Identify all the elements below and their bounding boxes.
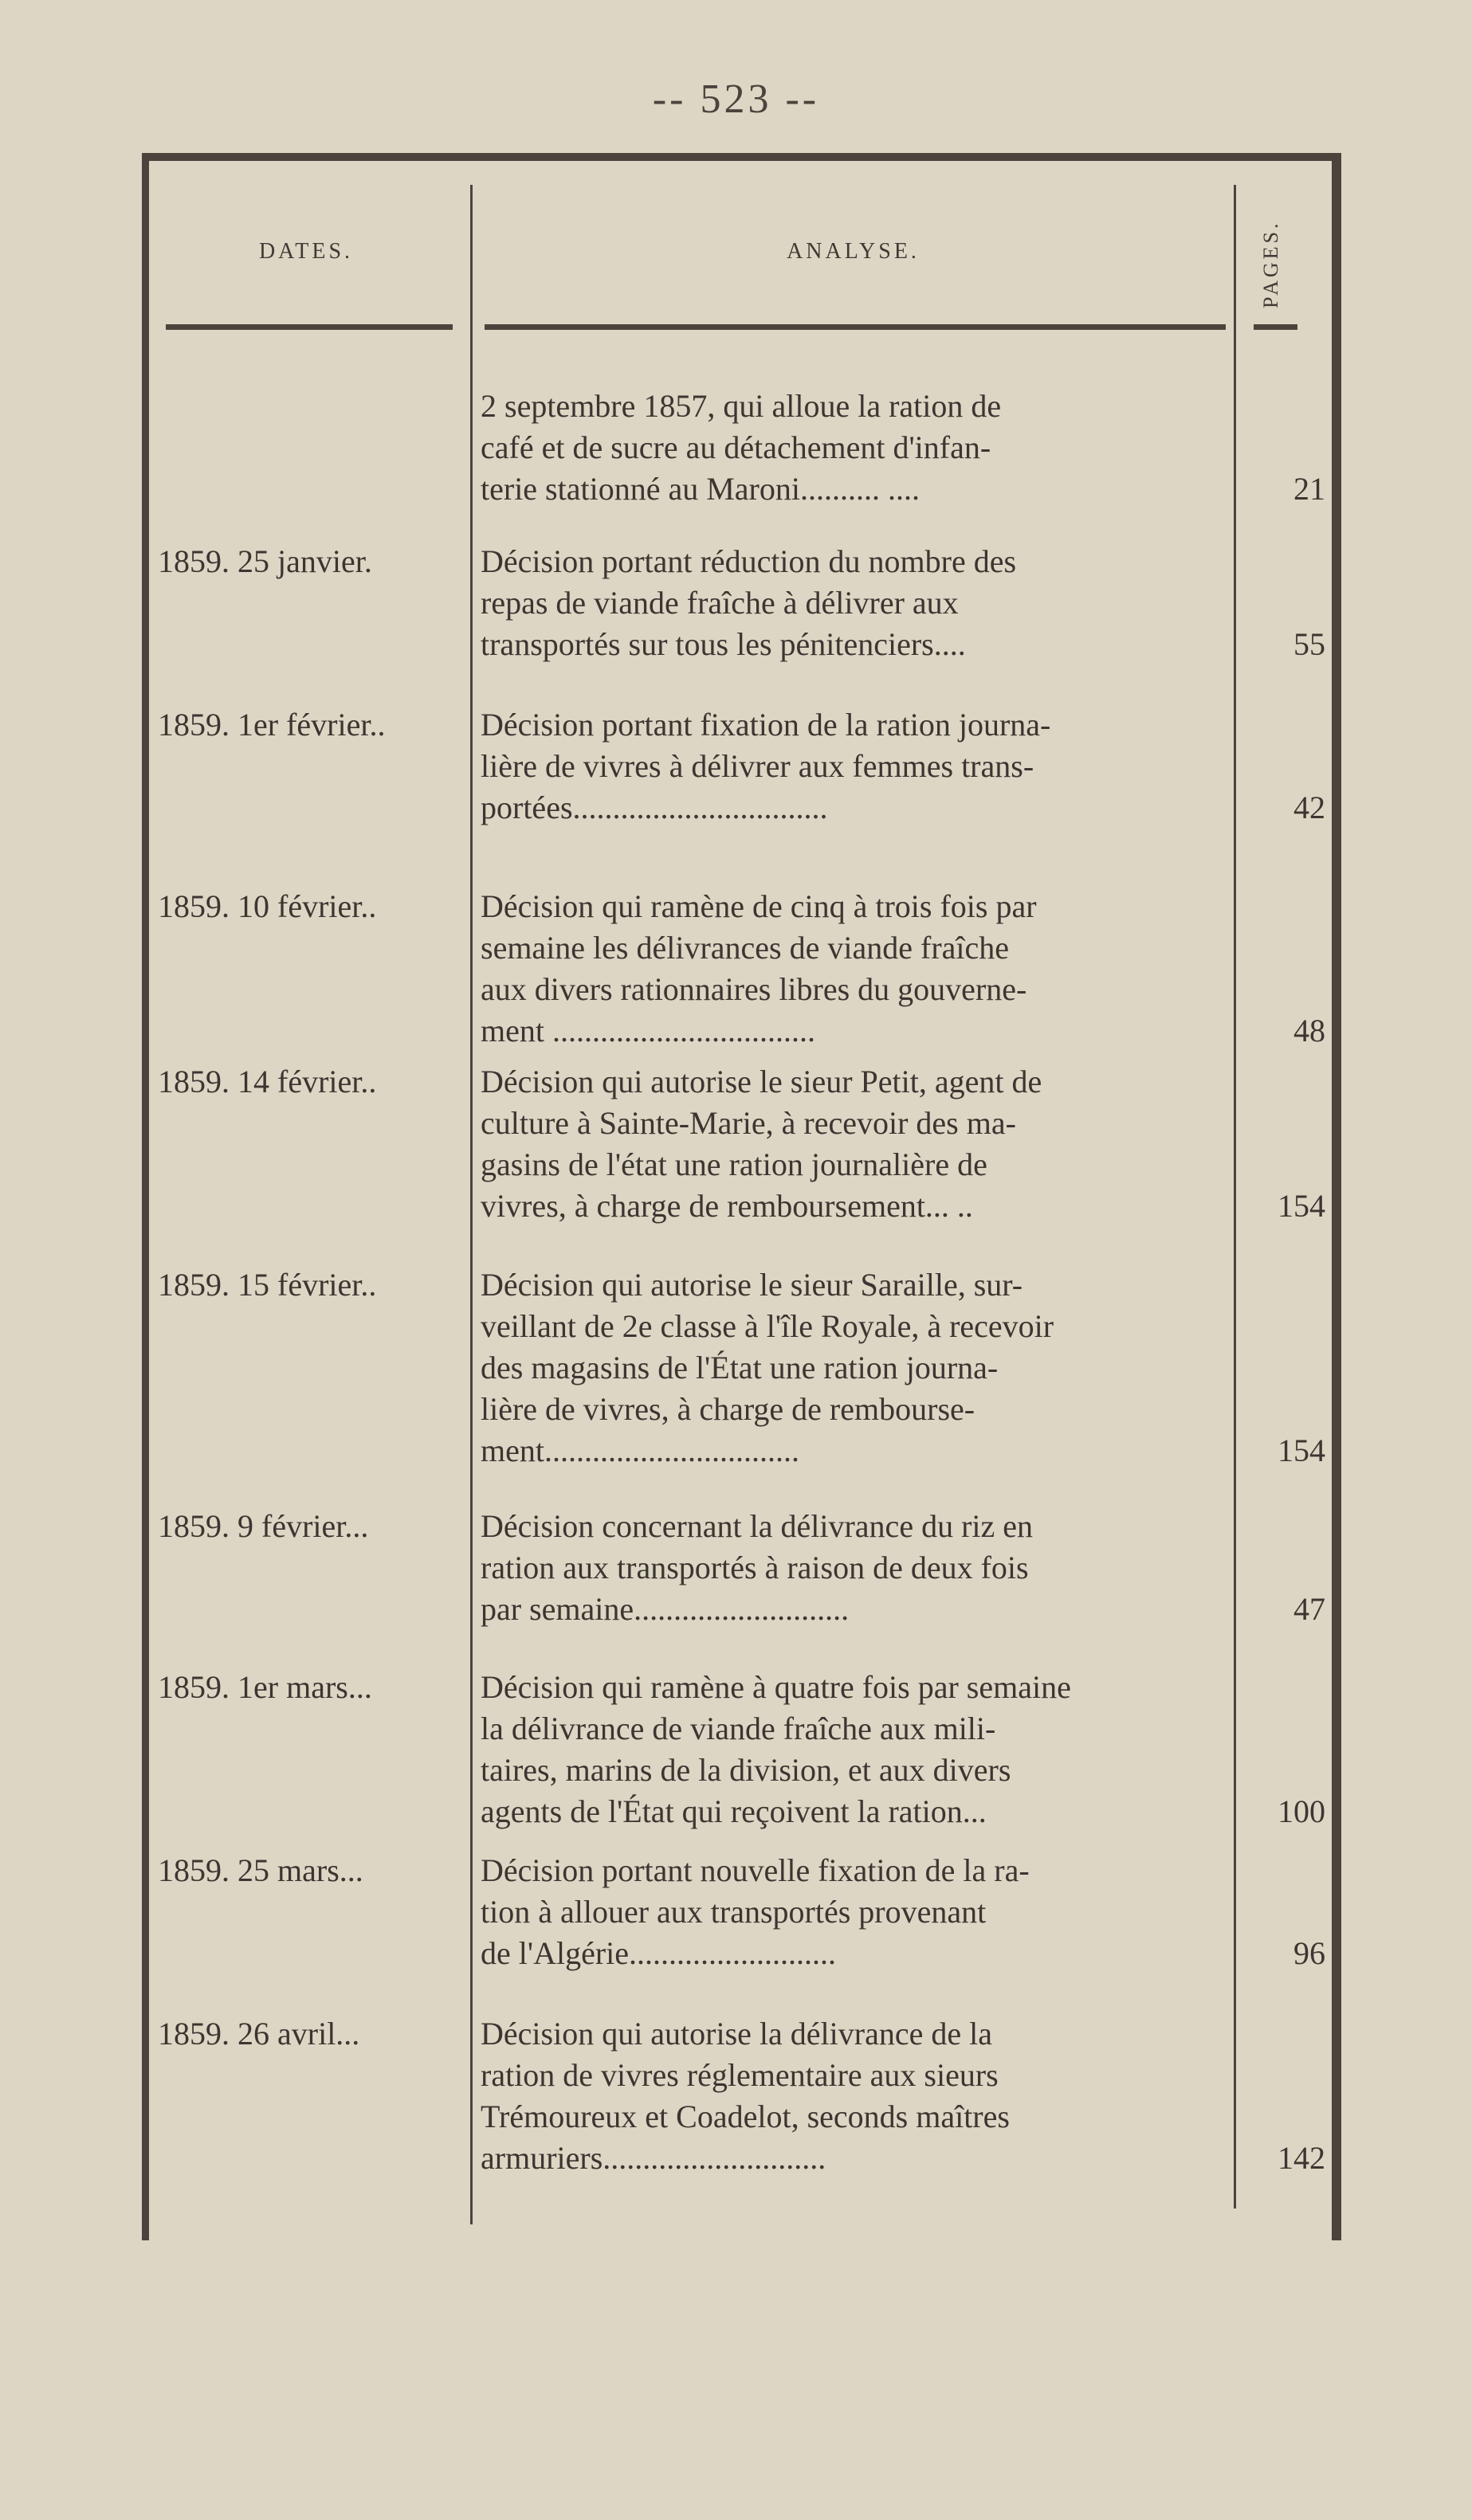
analysis-line: Décision portant réduction du nombre des bbox=[481, 543, 1017, 579]
analysis-line: gasins de l'état une ration journalière de bbox=[481, 1146, 987, 1182]
header-underline-dates bbox=[166, 324, 453, 330]
entry-page-ref: 42 bbox=[1293, 790, 1325, 825]
analysis-line: Trémoureux et Coadelot, seconds maîtres bbox=[481, 2099, 1010, 2134]
analysis-line: portées................................ bbox=[481, 790, 828, 825]
left-rule bbox=[142, 153, 149, 2240]
analysis-line: ration aux transportés à raison de deux fois bbox=[481, 1550, 1029, 1585]
right-rule bbox=[1332, 153, 1341, 2240]
analysis-line: la délivrance de viande fraîche aux mili- bbox=[481, 1711, 996, 1746]
entry-date: 1859. 15 février.. bbox=[158, 1267, 377, 1303]
column-divider-pages bbox=[1234, 185, 1236, 2208]
analysis-line: agents de l'État qui reçoivent la ration... bbox=[481, 1793, 987, 1829]
analysis-line: lière de vivres, à charge de rembourse- bbox=[481, 1391, 975, 1427]
analysis-line: lière de vivres à délivrer aux femmes trans- bbox=[481, 748, 1034, 784]
analysis-line: veillant de 2e classe à l'île Royale, à recevoir bbox=[481, 1308, 1054, 1344]
analysis-line: Décision qui ramène de cinq à trois fois par bbox=[481, 888, 1037, 924]
analysis-line: Décision qui ramène à quatre fois par semaine bbox=[481, 1669, 1071, 1705]
analysis-line: Décision qui autorise la délivrance de la bbox=[481, 2016, 992, 2052]
analysis-line: Décision concernant la délivrance du riz en bbox=[481, 1508, 1034, 1544]
analysis-line: Décision portant nouvelle fixation de la ra- bbox=[481, 1852, 1030, 1888]
analysis-line: semaine les délivrances de viande fraîche bbox=[481, 930, 1010, 966]
analysis-line: de l'Algérie.......................... bbox=[481, 1935, 837, 1971]
analysis-line: Décision qui autorise le sieur Petit, agent de bbox=[481, 1064, 1042, 1099]
analysis-line: par semaine........................... bbox=[481, 1591, 850, 1627]
analysis-line: repas de viande fraîche à délivrer aux bbox=[481, 585, 959, 621]
entry-page-ref: 100 bbox=[1278, 1793, 1325, 1829]
analysis-line: taires, marins de la division, et aux divers bbox=[481, 1752, 1011, 1788]
entry-page-ref: 48 bbox=[1293, 1013, 1325, 1048]
analysis-line: culture à Sainte-Marie, à recevoir des ma- bbox=[481, 1105, 1016, 1141]
entry-date: 1859. 9 février... bbox=[158, 1508, 369, 1544]
analysis-line: tion à allouer aux transportés provenant bbox=[481, 1894, 987, 1930]
entry-date: 1859. 25 janvier. bbox=[158, 543, 372, 579]
entry-page-ref: 55 bbox=[1293, 626, 1325, 662]
analysis-line: aux divers rationnaires libres du gouverne- bbox=[481, 971, 1027, 1007]
entry-analysis bbox=[481, 1850, 1234, 1974]
entry-analysis bbox=[481, 1264, 1234, 1472]
entry-analysis bbox=[481, 704, 1234, 829]
entry-page-ref: 154 bbox=[1278, 1188, 1325, 1224]
entry-analysis bbox=[481, 1506, 1234, 1630]
analysis-line: café et de sucre au détachement d'infan- bbox=[481, 429, 991, 465]
column-divider-dates bbox=[470, 185, 473, 2224]
entry-page-ref: 154 bbox=[1278, 1432, 1325, 1468]
analysis-line: armuriers............................ bbox=[481, 2140, 826, 2176]
entry-analysis bbox=[481, 1667, 1234, 1832]
analysis-line: ment ................................. bbox=[481, 1013, 815, 1048]
analysis-line: transportés sur tous les pénitenciers.... bbox=[481, 626, 966, 662]
analysis-line: Décision portant fixation de la ration journa- bbox=[481, 707, 1051, 743]
analysis-line: vivres, à charge de remboursement... .. bbox=[481, 1188, 973, 1224]
top-rule bbox=[142, 153, 1341, 161]
entry-page-ref: 142 bbox=[1278, 2140, 1325, 2176]
entry-page-ref: 21 bbox=[1293, 471, 1325, 507]
entry-date: 1859. 1er février.. bbox=[158, 707, 386, 743]
page-number: -- 523 -- bbox=[652, 76, 820, 122]
entry-analysis bbox=[481, 386, 1234, 510]
entry-analysis bbox=[481, 541, 1234, 665]
analysis-line: des magasins de l'État une ration journa- bbox=[481, 1350, 999, 1385]
entry-analysis bbox=[481, 2013, 1234, 2179]
analysis-line: ment................................ bbox=[481, 1432, 799, 1468]
entry-page-ref: 47 bbox=[1293, 1591, 1325, 1627]
analysis-line: Décision qui autorise le sieur Saraille, sur- bbox=[481, 1267, 1023, 1303]
entry-page-ref: 96 bbox=[1293, 1935, 1325, 1971]
column-header-pages: PAGES. bbox=[1259, 220, 1282, 309]
analysis-line: 2 septembre 1857, qui alloue la ration de bbox=[481, 388, 1002, 424]
entry-date: 1859. 14 février.. bbox=[158, 1064, 377, 1099]
entry-date: 1859. 1er mars... bbox=[158, 1669, 372, 1705]
analysis-line: terie stationné au Maroni.......... .... bbox=[481, 471, 920, 507]
entry-date: 1859. 10 février.. bbox=[158, 888, 377, 924]
column-header-dates: DATES. bbox=[258, 239, 354, 264]
entry-analysis bbox=[481, 1061, 1234, 1227]
entry-analysis bbox=[481, 886, 1234, 1052]
column-header-analyse: ANALYSE. bbox=[787, 239, 920, 264]
entry-date: 1859. 25 mars... bbox=[158, 1852, 363, 1888]
entry-date: 1859. 26 avril... bbox=[158, 2016, 360, 2052]
header-underline-analyse bbox=[485, 324, 1226, 330]
analysis-line: ration de vivres réglementaire aux sieurs bbox=[481, 2057, 999, 2093]
index-table bbox=[142, 153, 1341, 2240]
